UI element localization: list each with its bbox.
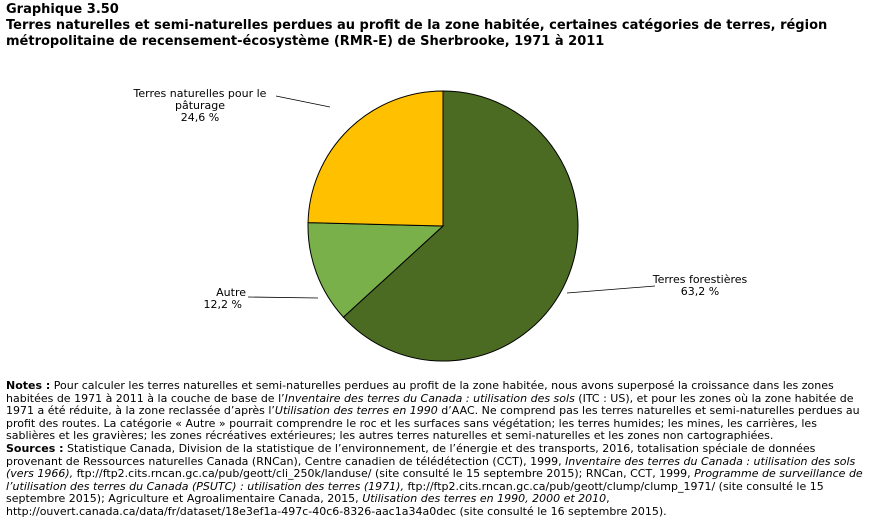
sources-ref-itc: Inventaire des terres du Canada : utilisation des sols (vers 1966), <box>6 454 856 481</box>
sources-ref-psutc: Programme de surveillance de l’utilisation des terres du Canada (PSUTC) : utilisation des terres (1971), <box>6 467 863 493</box>
sources-label: Sources : <box>6 441 64 455</box>
slice-value-label: 12,2 % <box>203 298 242 311</box>
sources-text: , http://ouvert.canada.ca/data/fr/dataset/18e3ef1a-497c-40c6-8326-aac1a34a0dec (site consulté le 16 septembre 2015). <box>6 492 667 518</box>
sources-text: Statistique Canada, Division de la statistique de l’environnement, de l’énergie et des transports, 2016, totalisation spéciale de données provenant de Ressources naturelles Canada (RNCan), Centre canadien de télédétection (CCT), 1999, <box>6 441 816 468</box>
notes-text: Pour calculer les terres naturelles et semi-naturelles perdues au profit de la zone habitée, nous avons superposé la croissance dans les zones habitées de 1971 à 2011 à la couche de base de l’ <box>6 379 834 405</box>
sources-text: ftp://ftp2.cits.rncan.gc.ca/pub/geott/clump/clump_1971/ (site consulté le 15 septembre 2015); Agriculture et Agroalimentaire Canada, 2015, <box>6 479 824 506</box>
notes-label: Notes : <box>6 379 51 392</box>
sources <box>6 443 864 519</box>
sources-ref-aac: Utilisation des terres en 1990, 2000 et 2010 <box>362 492 607 506</box>
graph-number: Graphique 3.50 <box>6 2 119 17</box>
notes-ref-aac: Utilisation des terres en 1990 <box>274 404 438 418</box>
slice-leader-line <box>248 297 318 298</box>
slice-value-label: 24,6 % <box>180 111 220 124</box>
slice-label: Autre 12,2 % <box>203 286 246 311</box>
notes-ref-itc: Inventaire des terres du Canada : utilisation des sols <box>284 391 575 405</box>
notes-text: d’AAC. Ne comprend pas les terres naturelles et semi-naturelles perdues au profit des routes. La catégorie « Autre » pourrait comprendre le roc et les surfaces sans végétation; les terres humides; les mines, les carrières, les sablières et les gravières; les zones récréatives extérieures; les autres terres naturelles et semi-naturelles et les zones non cartographiées. <box>6 404 860 443</box>
chart-footer <box>6 380 864 519</box>
slice-leader-line <box>276 96 330 107</box>
pie-slice <box>308 91 443 226</box>
sources-text: ftp://ftp2.cits.rncan.gc.ca/pub/geott/cli_250k/landuse/ (site consulté le 15 septembre 2015); RNCan, CCT, 1999, <box>73 467 695 481</box>
slice-value-label: 63,2 % <box>680 285 720 298</box>
slice-label: Terres naturelles pour le pâturage 24,6 % <box>133 87 267 124</box>
slice-leader-line <box>567 286 655 293</box>
notes-text: (ITC : US), et pour les zones où la zone habitée de 1971 a été réduite, à la zone reclassée d’après l’ <box>6 391 854 418</box>
slice-label: Terres forestières 63,2 % <box>652 273 748 298</box>
notes <box>6 380 864 443</box>
chart-title: Terres naturelles et semi-naturelles perdues au profit de la zone habitée, certaines catégories de terres, région métropolitaine de recensement-écosystème (RMR-E) de Sherbrooke, 1971 à 2011 <box>6 18 828 49</box>
